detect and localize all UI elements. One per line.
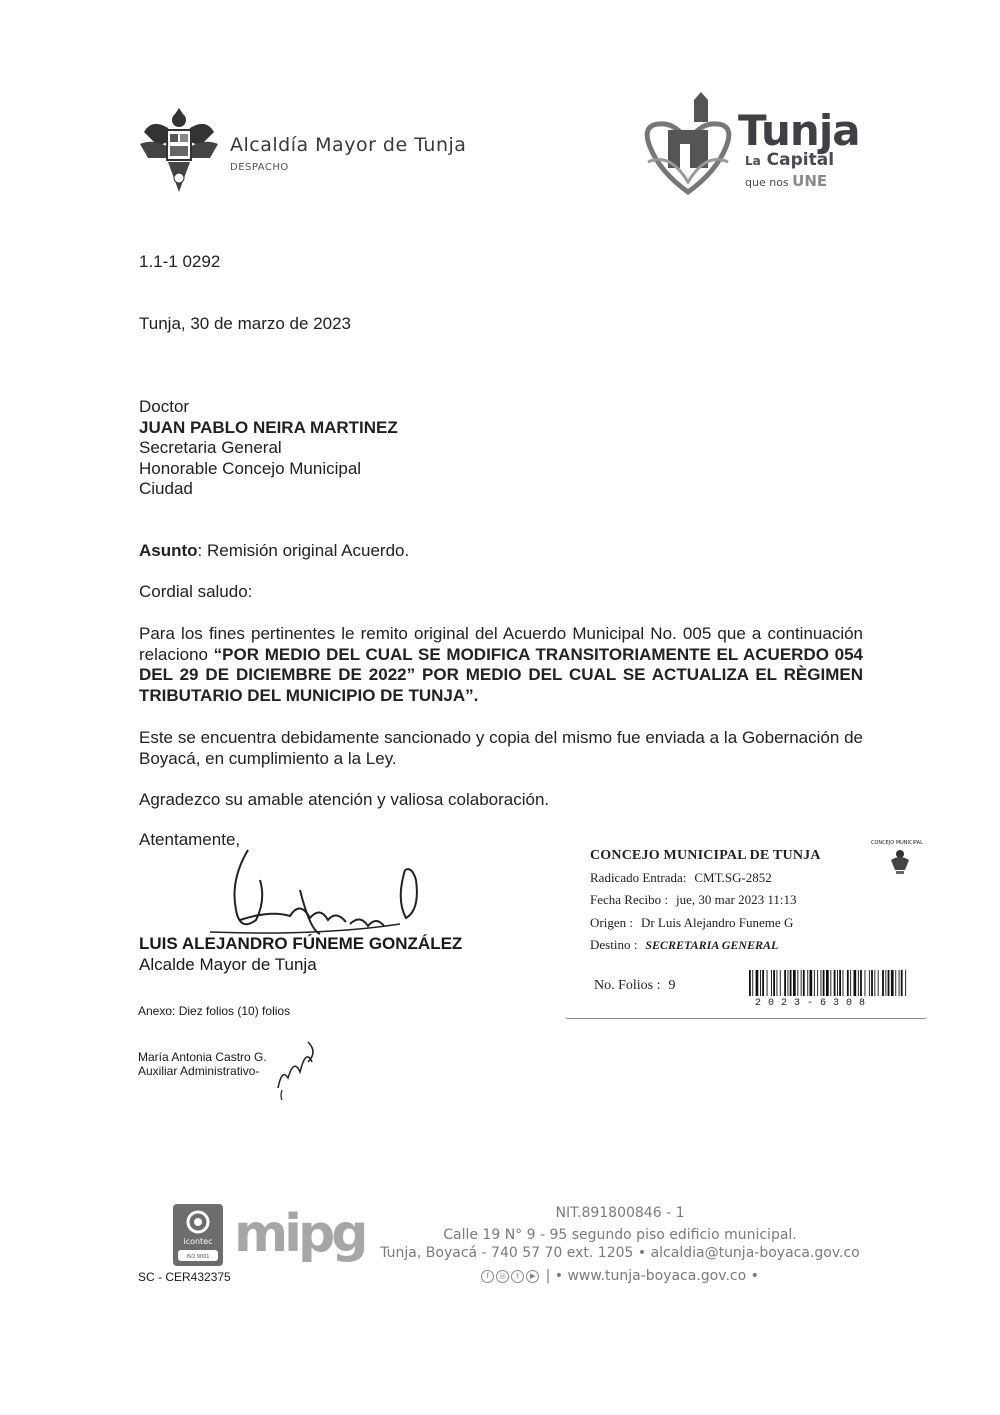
stamp-radicado-label: Radicado Entrada:	[590, 870, 687, 885]
stamp-folios-label: No. Folios :	[594, 978, 661, 993]
instagram-icon[interactable]: ◎	[496, 1270, 509, 1283]
barcode-bar	[899, 970, 900, 996]
barcode-bar	[767, 970, 768, 996]
stamp-seal	[871, 840, 929, 882]
footer-address: Calle 19 N° 9 - 95 segundo piso edificio municipal.	[443, 1227, 797, 1243]
drafter-initials-signature	[268, 1038, 328, 1100]
brand-la: La	[745, 154, 761, 168]
recipient-salutation: Doctor	[139, 397, 190, 416]
barcode-bar	[834, 970, 836, 996]
reference-number: 1.1-1 0292	[139, 252, 221, 271]
paragraph-1	[139, 624, 863, 706]
icontec-label: icontec	[183, 1237, 213, 1246]
brand-capital-word: Capital	[766, 150, 835, 170]
barcode-bar	[888, 970, 890, 996]
greeting: Cordial saludo:	[139, 582, 253, 601]
recipient-position: Secretaria General	[139, 438, 282, 457]
barcode-bar	[905, 970, 906, 996]
stamp-origen-value: Dr Luis Alejandro Funeme G	[640, 915, 794, 930]
footer-contact: Tunja, Boyacá - 740 57 70 ext. 1205 • alcaldia@tunja-boyaca.gov.co	[380, 1245, 860, 1261]
barcode-bar	[821, 970, 822, 996]
concejo-seal-icon	[889, 848, 911, 876]
barcode-bar	[885, 970, 886, 996]
barcode-bar	[882, 970, 884, 996]
brand-tagline	[745, 172, 827, 190]
barcode-bar	[878, 970, 879, 996]
signer-title: Alcalde Mayor de Tunja	[139, 955, 317, 974]
recipient-organization: Honorable Concejo Municipal	[139, 458, 362, 478]
barcode-bar	[797, 970, 798, 996]
stamp-fecha	[590, 892, 796, 908]
stamp-bottom-line	[565, 1016, 927, 1019]
barcode-bar	[860, 970, 862, 996]
reception-stamp	[565, 840, 930, 1020]
barcode-bar	[837, 970, 838, 996]
subject-text: : Remisión original Acuerdo.	[197, 541, 410, 560]
barcode-bar	[780, 970, 781, 996]
barcode-bar	[777, 970, 778, 996]
annex-note: Anexo: Diez folios (10) folios	[138, 1004, 291, 1018]
closing: Atentamente,	[139, 830, 241, 849]
barcode-bar	[807, 970, 808, 996]
barcode-bar	[830, 970, 831, 996]
stamp-title: CONCEJO MUNICIPAL DE TUNJA	[590, 848, 821, 863]
barcode-bar	[749, 970, 751, 996]
paragraph-1-text: Para los fines pertinentes le remito original del Acuerdo Municipal No. 005 que a continuación relaciono	[139, 624, 863, 664]
barcode-bar	[801, 970, 802, 996]
footer-separator: |	[545, 1268, 551, 1284]
barcode-bar	[756, 970, 759, 996]
barcode-bar	[901, 970, 903, 996]
barcode-bar	[814, 970, 815, 996]
office-name: DESPACHO	[230, 162, 289, 173]
barcode-bar	[790, 970, 792, 996]
stamp-radicado	[590, 870, 772, 886]
brand-tagline-une: UNE	[792, 172, 828, 190]
barcode-bar	[803, 970, 805, 996]
stamp-destino-value: SECRETARIA GENERAL	[645, 938, 779, 952]
barcode-bar	[826, 970, 829, 996]
barcode-bar	[784, 970, 786, 996]
stamp-destino	[590, 937, 778, 953]
barcode-bar	[858, 970, 859, 996]
tunja-brand-logo	[640, 92, 860, 202]
barcode-number: 2023-6308	[755, 998, 873, 1009]
stamp-fecha-label: Fecha Recibo :	[590, 892, 668, 907]
recipient-city: Ciudad	[139, 479, 193, 498]
stamp-destino-label: Destino :	[590, 937, 638, 952]
subject-label: Asunto	[139, 541, 198, 560]
brand-tagline-prefix: que nos	[745, 176, 789, 189]
barcode-bar	[762, 970, 764, 996]
barcode-bar	[788, 970, 789, 996]
recipient-block	[139, 397, 398, 500]
stamp-origen-label: Origen :	[590, 915, 633, 930]
barcode-bar	[854, 970, 857, 996]
barcode-bar	[869, 970, 870, 996]
stamp-fecha-value: jue, 30 mar 2023 11:13	[675, 892, 797, 907]
recipient-name: JUAN PABLO NEIRA MARTINEZ	[139, 417, 398, 437]
stamp-origen	[590, 915, 793, 931]
signer-name: LUIS ALEJANDRO FÚNEME GONZÁLEZ	[139, 934, 463, 953]
barcode-bar	[760, 970, 761, 996]
letter-date: Tunja, 30 de marzo de 2023	[139, 314, 352, 333]
stamp-radicado-value: CMT.SG-2852	[694, 870, 772, 885]
barcode-bar	[773, 970, 775, 996]
barcode-bar	[895, 970, 896, 996]
drafter-block	[138, 1050, 267, 1078]
barcode-bar	[810, 970, 813, 996]
barcode-bar	[871, 970, 873, 996]
barcode-bar	[752, 970, 753, 996]
youtube-icon[interactable]: ▶	[526, 1270, 539, 1283]
paragraph-3: Agradezco su amable atención y valiosa colaboración.	[139, 790, 550, 809]
barcode-bar	[850, 970, 851, 996]
barcode-bar	[817, 970, 818, 996]
footer-website[interactable]: • www.tunja-boyaca.gov.co •	[554, 1268, 759, 1284]
barcode-bar	[793, 970, 796, 996]
barcode-bar	[865, 970, 866, 996]
drafter-name: María Antonia Castro G.	[138, 1050, 267, 1064]
barcode-bar	[874, 970, 875, 996]
barcode	[749, 970, 909, 996]
icontec-iso: ISO 9001	[186, 1254, 210, 1260]
barcode-bar	[823, 970, 825, 996]
footer-web-row	[340, 1268, 900, 1284]
paragraph-1-bold-text: “POR MEDIO DEL CUAL SE MODIFICA TRANSITORIAMENTE EL ACUERDO 054 DEL 29 DE DICIEMBRE DE 2022” POR MEDIO DEL CUAL SE ACTUALIZA EL RÈGIMEN TRIBUTARIO DEL MUNICIPIO DE TUNJA”.	[139, 644, 863, 705]
subject-line	[139, 541, 409, 561]
barcode-bar	[839, 970, 841, 996]
twitter-icon[interactable]: t	[511, 1270, 524, 1283]
institution-name: Alcaldía Mayor de Tunja	[230, 134, 467, 156]
stamp-seal-text: CONCEJO MUNICIPAL	[871, 840, 923, 846]
brand-word: Tunja	[738, 106, 860, 155]
icontec-logo-icon	[173, 1204, 223, 1266]
barcode-bar	[843, 970, 844, 996]
barcode-bar	[891, 970, 894, 996]
alcaldia-header	[138, 100, 478, 200]
barcode-bar	[847, 970, 849, 996]
facebook-icon[interactable]: f	[481, 1270, 494, 1283]
barcode-bar	[771, 970, 772, 996]
stamp-folios	[594, 978, 676, 994]
brand-capital	[745, 150, 834, 170]
coat-of-arms-icon	[138, 100, 220, 200]
drafter-title: Auxiliar Administrativo-	[138, 1064, 260, 1078]
mipg-logo: mipg	[234, 1204, 365, 1264]
tunja-church-emblem-icon	[640, 92, 736, 198]
footer-nit: NIT.891800846 - 1	[555, 1205, 685, 1221]
certificate-code: SC - CER432375	[138, 1270, 231, 1284]
paragraph-2: Este se encuentra debidamente sancionado y copia del mismo fue enviada a la Gobernación de Boyacá, en cumplimiento a la Ley.	[139, 728, 863, 768]
stamp-folios-value: 9	[668, 978, 676, 993]
